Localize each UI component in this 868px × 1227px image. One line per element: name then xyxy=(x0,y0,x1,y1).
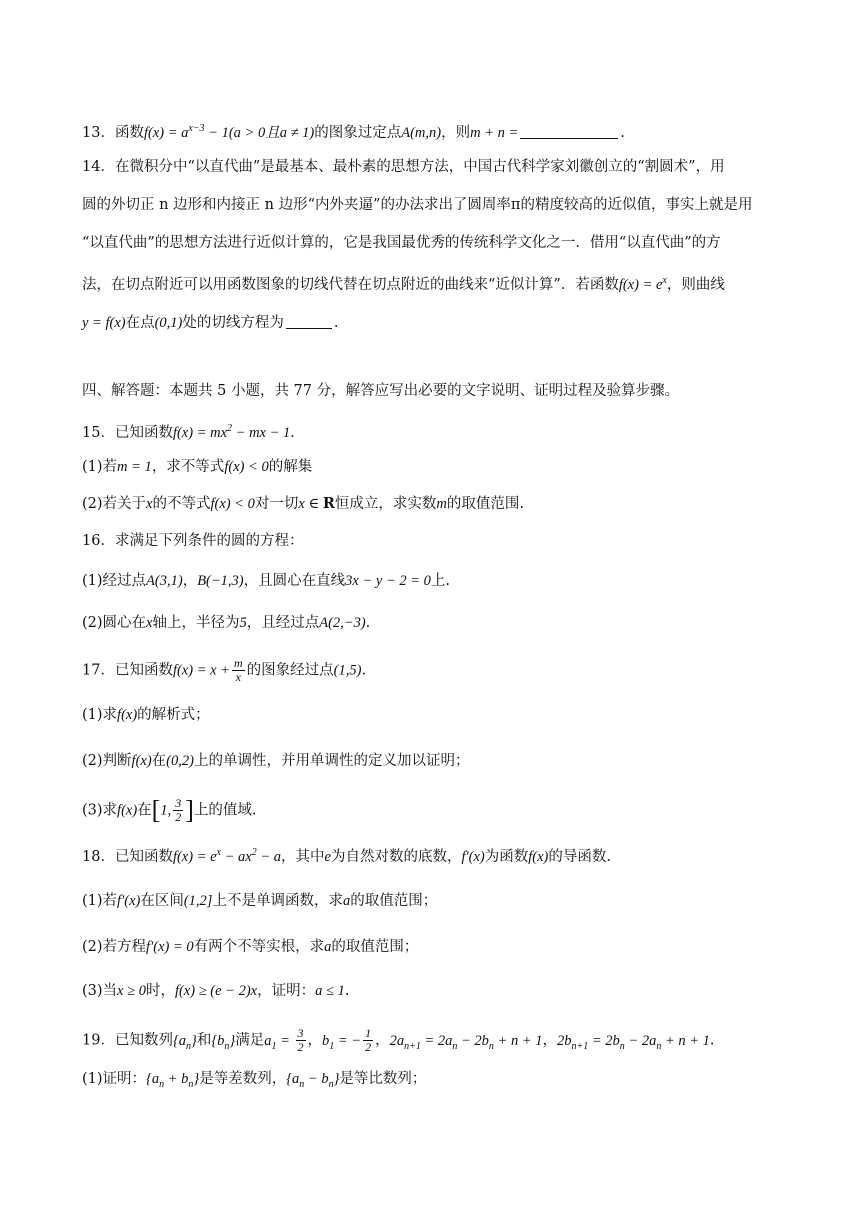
q13-text2: 的图象过定点 xyxy=(314,124,402,141)
q15-text: 15．已知函数 xyxy=(82,424,173,441)
q14-line-4-text: 法，在切点附近可以用函数图象的切线代替在切点附近的曲线来“近似计算”．若函数 xyxy=(82,276,619,293)
q14-text: 在点 xyxy=(125,315,155,331)
q18-part-2: (2)若方程f′(x) = 0有两个不等实根，求a的取值范围； xyxy=(82,939,419,955)
q13-expression: m + n = xyxy=(470,124,519,141)
question-13 xyxy=(82,119,625,143)
q17-part-1: (1)求f(x)的解析式； xyxy=(82,707,210,723)
q19-b1-fraction: $\frac{1}{2}$ xyxy=(365,1026,372,1054)
q19-recurrence-2: $2b_{n+1} = 2b_n - 2a_n + n + 1$ xyxy=(557,1032,710,1052)
q19-recurrence-1: $2a_{n+1} = 2a_n - 2b_n + n + 1$ xyxy=(389,1032,543,1052)
question-16: 16．求满足下列条件的圆的方程： xyxy=(82,533,304,549)
q14-answer-blank[interactable] xyxy=(286,314,332,329)
q14-exponent: x xyxy=(662,275,667,286)
q14-line-5 xyxy=(82,313,339,333)
q14-period: . xyxy=(333,315,339,331)
q18-part-3: (3)当x ≥ 0时，f(x) ≥ (e − 2)x，证明：a ≤ 1. xyxy=(82,983,350,999)
q14-line-4-tail: ，则曲线 xyxy=(666,276,725,293)
q15-part-2: (2)若关于x的不等式f(x) < 0对一切x ∈ R恒成立，求实数m的取值范围. xyxy=(82,495,524,512)
q13-exponent: x−3 xyxy=(188,123,205,134)
q17-part-2: (2)判断f(x)在(0,2)上的单调性，并用单调性的定义加以证明； xyxy=(82,753,470,769)
q15-part-1: (1)若m = 1，求不等式f(x) < 0的解集 xyxy=(82,459,313,475)
q19-a1-fraction: $\frac{3}{2}$ xyxy=(297,1026,304,1054)
q17-p3-fraction: $\frac{3}{2}$ xyxy=(175,796,182,824)
q13-text3: ，则 xyxy=(441,124,471,141)
question-19: 19．已知数列$\{a_n\}$和$\{b_n\}$满足$a_1$ = $\frac{3}{2}$ ，$b_1$ = − $\frac{1}{2}$ ，$2a_{n+1} = 2a_n - 2b_n + n + 1$，$2b_{n+1} = 2b_n - 2a_n + n + 1$. xyxy=(82,1026,715,1054)
q14-point: (0,1) xyxy=(154,315,183,331)
q18-function: $f(x) = e^x - ax^2 - a$ xyxy=(172,847,282,865)
q18-part-1: (1)若f′(x)在区间(1,2]上不是单调函数，求a的取值范围； xyxy=(82,893,438,909)
q16-part-2: (2)圆心在x轴上，半径为5，且经过点A(2,−3). xyxy=(82,615,371,631)
section-4-heading: 四、解答题：本题共 5 小题，共 77 分，解答应写出必要的文字说明、证明过程及验算步骤。 xyxy=(82,383,680,399)
q17-part-3: (3)求f(x)在[1, $\frac{3}{2}$ ]上的值域. xyxy=(82,795,257,825)
q19-part-1: (1)证明：$\{a_n + b_n\}$是等差数列，$\{a_n - b_n\}$是等比数列； xyxy=(82,1071,427,1090)
q14-curve: y = f(x) xyxy=(82,315,126,331)
q16-part-1: (1)经过点A(3,1)，B(−1,3)，且圆心在直线3x − y − 2 = 0上. xyxy=(82,573,450,589)
q13-text: 函数 xyxy=(114,124,144,141)
question-18: 18．已知函数$f(x) = e^x - ax^2 - a$，其中e为自然对数的底数，f′(x)为函数f(x)的导函数. xyxy=(82,847,611,865)
q14-line-3: “以直代曲”的思想方法进行近似计算的，它是我国最优秀的传统科学文化之一．借用“以直代曲”的方 xyxy=(82,235,721,251)
q14-function: $f(x) = e^x$ xyxy=(618,275,667,293)
q14-line-4 xyxy=(82,271,725,295)
q13-number: 13． xyxy=(82,124,115,141)
question-17: 17．已知函数f(x) = x + $\frac{m}{x}$ 的图象经过点(1,5). xyxy=(82,656,367,684)
q13-point: A(m,n) xyxy=(401,124,442,141)
q15-function: $f(x) = mx^2$ − mx − 1 xyxy=(172,423,291,441)
q13-condition: − 1(a > 0且a ≠ 1) xyxy=(204,124,315,141)
q13-period: . xyxy=(620,124,625,141)
q17-fraction: $\frac{m}{x}$ xyxy=(233,656,243,684)
q14-line-1: 14．在微积分中“以直代曲”是最基本、最朴素的思想方法，中国古代科学家刘徽创立的“割圆术”，用 xyxy=(82,159,725,175)
q13-answer-blank[interactable] xyxy=(520,124,618,139)
q14-line-2: 圆的外切正 n 边形和内接正 n 边形“内外夹逼”的办法求出了圆周率π的精度较高的近似值，事实上就是用 xyxy=(82,197,753,213)
q15-period: ． xyxy=(290,424,305,441)
q14-text2: 处的切线方程为 xyxy=(182,315,284,331)
question-15 xyxy=(82,419,305,443)
q13-function: $f(x) = a^{x-3} - 1(a > 0$且a ≠ 1) xyxy=(143,123,315,141)
